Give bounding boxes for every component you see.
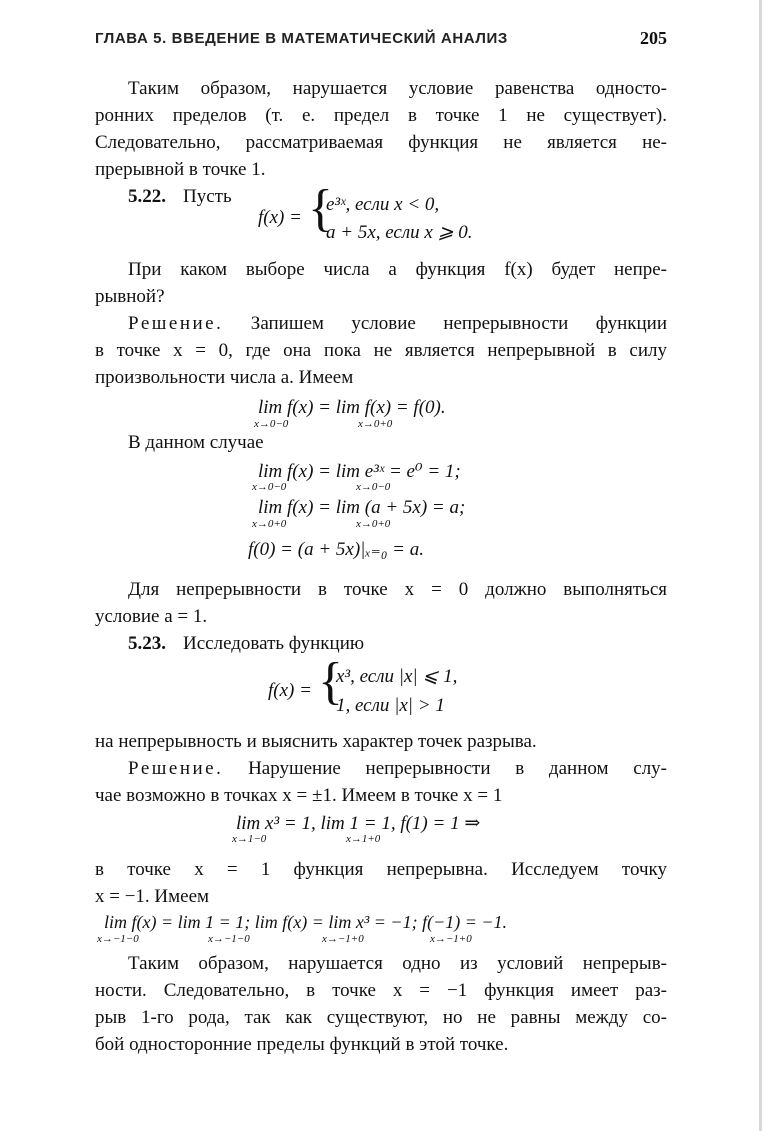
equation-lhs: f(x) = <box>258 207 302 228</box>
text-line: Таким образом, нарушается одно из условий непрерыв- <box>128 953 667 974</box>
limit-subscript: x→0−0 <box>252 481 287 493</box>
limit-subscript: x→0+0 <box>252 518 287 530</box>
chapter-title: ГЛАВА 5. ВВЕДЕНИЕ В МАТЕМАТИЧЕСКИЙ АНАЛИЗ <box>95 30 508 47</box>
text-line: Следовательно, рассматриваемая функция не является не- <box>95 132 667 153</box>
limit-subscript: x→0−0 <box>254 418 289 430</box>
text-line: Для непрерывности в точке x = 0 должно выполняться <box>128 579 667 600</box>
solution-line: Решение. Запишем условие непрерывности функции <box>128 313 667 334</box>
text-line: условие a = 1. <box>95 606 208 627</box>
equation: lim x³ = 1, lim 1 = 1, f(1) = 1 ⇒ <box>236 813 481 834</box>
limit-subscript: x→−1+0 <box>322 933 364 945</box>
limit-subscript: x→0+0 <box>358 418 393 430</box>
text-line: в точке x = 0, где она пока не является непрерывной в силу <box>95 340 667 361</box>
limit-subscript: x→0−0 <box>356 481 391 493</box>
left-brace: { <box>318 653 343 710</box>
limit-subscript: x→−1+0 <box>430 933 472 945</box>
equation-case: e³ˣ, если x < 0, <box>326 194 440 215</box>
text-line: При каком выборе числа a функция f(x) будет непре- <box>128 259 667 280</box>
equation: f(0) = (a + 5x)|ₓ₌₀ = a. <box>248 539 424 560</box>
running-header <box>95 28 667 52</box>
text-line: прерывной в точке 1. <box>95 159 266 180</box>
text-line: рывной? <box>95 286 165 307</box>
equation: lim f(x) = lim (a + 5x) = a; <box>258 497 466 518</box>
limit-subscript: x→−1−0 <box>97 933 139 945</box>
text-line: произвольности числа a. Имеем <box>95 367 354 388</box>
text-line: ронних пределов (т. е. предел в точке 1 не существует). <box>95 105 667 126</box>
equation: lim f(x) = lim 1 = 1; lim f(x) = lim x³ = −1; f(−1) = −1. <box>104 912 507 932</box>
left-brace: { <box>308 180 333 237</box>
limit-subscript: x→0+0 <box>356 518 391 530</box>
limit-subscript: x→1−0 <box>232 833 267 845</box>
text-line: В данном случае <box>128 432 264 453</box>
solution-label: Решение. <box>128 313 224 334</box>
text-line: чае возможно в точках x = ±1. Имеем в точке x = 1 <box>95 785 503 806</box>
text-line: в точке x = 1 функция непрерывна. Исследуем точку <box>95 859 667 880</box>
exercise-number: 5.23. <box>128 633 166 654</box>
limit-subscript: x→−1−0 <box>208 933 250 945</box>
text-line: ности. Следовательно, в точке x = −1 функция имеет раз- <box>95 980 667 1001</box>
solution-label: Решение. <box>128 758 224 779</box>
solution-line: Решение. Нарушение непрерывности в данном слу- <box>128 758 667 779</box>
exercise-number: 5.22. <box>128 186 166 207</box>
limit-subscript: x→1+0 <box>346 833 381 845</box>
text-line: x = −1. Имеем <box>95 886 210 907</box>
exercise-lead: Исследовать функцию <box>183 633 365 654</box>
text-line: Таким образом, нарушается условие равенства односто- <box>128 78 667 99</box>
text-line: рыв 1-го рода, так как существуют, но не равны между со- <box>95 1007 667 1028</box>
text-line: на непрерывность и выяснить характер точек разрыва. <box>95 731 537 752</box>
equation-case: a + 5x, если x ⩾ 0. <box>326 222 473 243</box>
equation: lim f(x) = lim e³ˣ = e⁰ = 1; <box>258 461 461 482</box>
exercise-lead: Пусть <box>183 186 232 207</box>
page-number: 205 <box>640 28 667 48</box>
equation: lim f(x) = lim f(x) = f(0). <box>258 397 446 418</box>
equation-lhs: f(x) = <box>268 680 312 701</box>
equation-case: 1, если |x| > 1 <box>336 695 445 716</box>
equation-case: x³, если |x| ⩽ 1, <box>336 666 458 687</box>
text-line: бой односторонние пределы функций в этой точке. <box>95 1034 509 1055</box>
